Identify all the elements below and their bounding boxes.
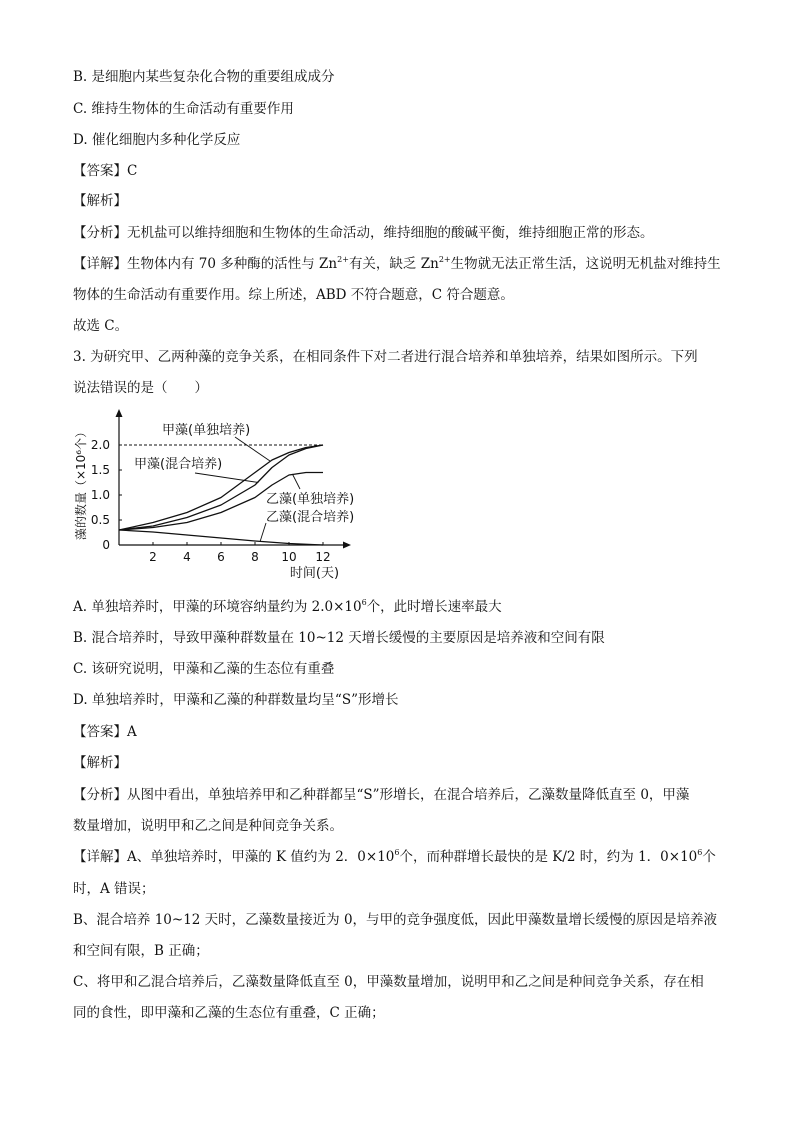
line-text: D. 催化细胞内多种化学反应	[73, 132, 241, 148]
line-text: 同的食性，即甲藻和乙藻的生态位有重叠，C 正确；	[73, 1005, 385, 1021]
section-label: 【详解】	[73, 849, 127, 865]
line-text: 生物就无法正常生活，这说明无机盐对维持生	[450, 256, 721, 272]
line-text: 生物体内有 70 多种酶的活性与 Zn	[127, 256, 338, 272]
text-line-q2fx	[73, 224, 654, 242]
text-line-q3b	[73, 629, 605, 647]
text-line-q3xj1	[73, 848, 716, 866]
y-tick-label: 2.0	[90, 438, 110, 452]
text-line-q3xj4	[73, 942, 209, 960]
text-line-q3a	[73, 598, 502, 616]
x-tick-label: 12	[315, 550, 331, 564]
x-tick-label: 4	[183, 550, 191, 564]
line-text: 和空间有限，B 正确；	[73, 943, 209, 959]
x-tick-label: 2	[149, 550, 157, 564]
superscript: 6	[361, 598, 367, 607]
line-text: 故选 C。	[73, 318, 129, 334]
x-tick-label: 6	[217, 550, 225, 564]
section-label: 【答案】	[73, 724, 127, 740]
text-line-q3d	[73, 691, 398, 709]
section-label: 【解析】	[73, 193, 127, 209]
text-line-q3s1	[73, 348, 698, 366]
superscript: 2+	[438, 255, 451, 264]
text-line-q3ans	[73, 723, 137, 741]
line-text: C. 该研究说明，甲藻和乙藻的生态位有重叠	[73, 661, 335, 677]
x-tick-label: 10	[281, 550, 297, 564]
text-line-q2ans	[73, 162, 137, 180]
series-label: 甲藻(混合培养)	[134, 457, 223, 472]
x-axis-label: 时间(天)	[289, 566, 340, 581]
line-text: 无机盐可以维持细胞和生物体的生命活动，维持细胞的酸碱平衡，维持细胞正常的形态。	[127, 225, 654, 241]
y-axis-arrow	[116, 409, 123, 417]
line-text: A. 单独培养时，甲藻的环境容纳量约为 2.0×10	[73, 599, 362, 615]
superscript: 2+	[337, 255, 349, 264]
line-text: B. 混合培养时，导致甲藻种群数量在 10~12 天增长缓慢的主要原因是培养液和空间有限	[73, 630, 605, 646]
text-line-q2gx	[73, 317, 128, 335]
line-text: A、单独培养时，甲藻的 K 值约为 2．0×10	[127, 849, 395, 865]
line-text: 从图中看出，单独培养甲和乙种群都呈“S”形增长，在混合培养后，乙藻数量降低直至 0，甲藻	[127, 787, 690, 803]
line-text: B、混合培养 10~12 天时，乙藻数量接近为 0，与甲的竞争强度低，因此甲藻数量增长缓慢的原因是培养液	[73, 912, 718, 928]
section-label: 【分析】	[73, 225, 127, 241]
series-leader-line	[235, 437, 270, 461]
superscript: 6	[394, 848, 400, 857]
superscript: 6	[697, 848, 703, 857]
text-line-q3c	[73, 660, 334, 678]
line-text: 说法错误的是（ ）	[73, 380, 208, 396]
text-line-q3xj6	[73, 1004, 385, 1022]
line-text: C、将甲和乙混合培养后，乙藻数量降低直至 0，甲藻数量增加，说明甲和乙之间是种间竞争关系，存在相	[73, 974, 704, 990]
line-text: 个，而种群增长最快的是 K/2 时，约为 1．0×10	[399, 849, 698, 865]
y-tick-label: 1.0	[90, 488, 110, 502]
line-text: D. 单独培养时，甲藻和乙藻的种群数量均呈“S”形增长	[73, 692, 399, 708]
series-leader-line	[260, 523, 266, 542]
text-line-q3fx2	[73, 817, 343, 835]
section-label: 【答案】	[73, 163, 127, 179]
text-line-q2xj2	[73, 286, 514, 304]
series-leader-line	[292, 474, 300, 489]
text-line-q2d	[73, 131, 240, 149]
algae-population-chart	[70, 407, 370, 587]
section-label: 【详解】	[73, 256, 127, 272]
series-label: 甲藻(单独培养)	[162, 423, 251, 438]
text-line-q2b	[73, 68, 335, 86]
series-label: 乙藻(单独培养)	[266, 492, 355, 507]
line-text: 个	[702, 849, 716, 865]
text-line-q3xj5	[73, 973, 704, 991]
text-line-q3s2	[73, 379, 208, 397]
y-tick-label: 0	[102, 538, 110, 552]
line-text: A	[127, 724, 137, 740]
line-text: 有关，缺乏 Zn	[348, 256, 439, 272]
text-line-q2c	[73, 100, 294, 118]
line-text: 个，此时增长速率最大	[366, 599, 502, 615]
section-label: 【解析】	[73, 755, 127, 771]
line-text: 3. 为研究甲、乙两种藻的竞争关系，在相同条件下对二者进行混合培养和单独培养，结果如图所示。下列	[73, 349, 698, 365]
x-axis-arrow	[343, 542, 351, 549]
x-tick-label: 8	[251, 550, 259, 564]
text-line-q2xj1	[73, 255, 721, 273]
line-text: 时，A 错误；	[73, 881, 155, 897]
line-text: C	[127, 163, 138, 179]
line-text: 数量增加，说明甲和乙之间是种间竞争关系。	[73, 818, 343, 834]
text-line-q3fx1	[73, 786, 689, 804]
y-axis-label: 藻的数量（×10⁶个）	[74, 425, 88, 541]
line-text: C. 维持生物体的生命活动有重要作用	[73, 101, 294, 117]
y-tick-label: 1.5	[90, 463, 110, 477]
text-line-q3jx	[73, 754, 127, 772]
text-line-q3xj3	[73, 911, 717, 929]
section-label: 【分析】	[73, 787, 127, 803]
text-line-q2jx	[73, 192, 127, 210]
line-text: 物体的生命活动有重要作用。综上所述，ABD 不符合题意，C 符合题意。	[73, 287, 514, 303]
y-tick-label: 0.5	[90, 513, 110, 527]
line-text: B. 是细胞内某些复杂化合物的重要组成成分	[73, 69, 335, 85]
text-line-q3xj2	[73, 880, 155, 898]
series-label: 乙藻(混合培养)	[266, 510, 355, 525]
